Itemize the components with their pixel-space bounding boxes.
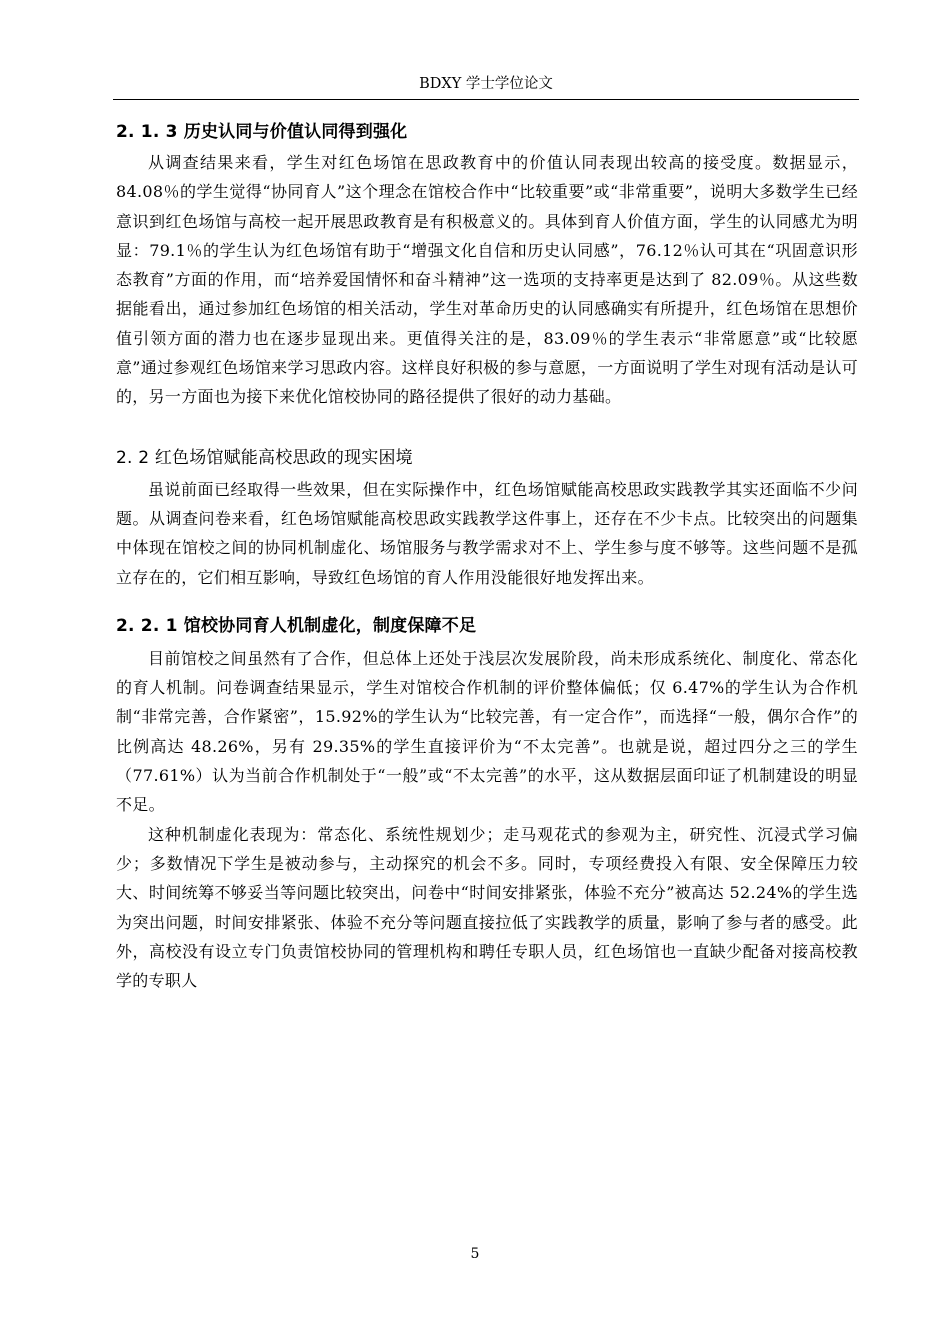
header-rule	[113, 99, 859, 100]
paragraph: 这种机制虚化表现为：常态化、系统性规划少；走马观花式的参观为主，研究性、沉浸式学习偏少；多数情况下学生是被动参与，主动探究的机会不多。同时，专项经费投入有限、安全保障压力较大、时间统筹不够妥当等问题比较突出，问卷中“时间安排紧张，体验不充分”被高达 52.24%的学生选为突出问题，时间安排紧张、体验不充分等问题直接拉低了实践教学的质量，影响了参与者的感受。此外，高校没有设立专门负责馆校协同的管理机构和聘任专职人员，红色场馆也一直缺少配备对接高校教学的专职人	[116, 824, 858, 991]
paragraph: 从调查结果来看，学生对红色场馆在思政教育中的价值认同表现出较高的接受度。数据显示，84.08％的学生觉得“协同育人”这个理念在馆校合作中“比较重要”或“非常重要”，说明大多数学生已经意识到红色场馆与高校一起开展思政教育是有积极意义的。具体到育人价值方面，学生的认同感尤为明显：79.1％的学生认为红色场馆有助于“增强文化自信和历史认同感”，76.12％认可其在“巩固意识形态教育”方面的作用，而“培养爱国情怀和奋斗精神”这一选项的支持率更是达到了 82.09％。从这些数据能看出，通过参加红色场馆的相关活动，学生对革命历史的认同感确实有所提升，红色场馆在思想价值引领方面的潜力也在逐步显现出来。更值得关注的是，83.09％的学生表示“非常愿意”或“比较愿意”通过参观红色场馆来学习思政内容。这样良好积极的参与意愿，一方面说明了学生对现有活动是认可的，另一方面也为接下来优化馆校协同的路径提供了很好的动力基础。	[116, 153, 858, 407]
paragraph: 虽说前面已经取得一些效果，但在实际操作中，红色场馆赋能高校思政实践教学其实还面临不少问题。从调查问卷来看，红色场馆赋能高校思政实践教学这件事上，还存在不少卡点。比较突出的问题集中体现在馆校之间的协同机制虚化、场馆服务与教学需求对不上、学生参与度不够等。这些问题不是孤立存在的，它们相互影响，导致红色场馆的育人作用没能很好地发挥出来。	[116, 479, 858, 587]
page-body	[116, 112, 858, 995]
page-number: 5	[470, 1246, 480, 1262]
paragraph: 目前馆校之间虽然有了合作，但总体上还处于浅层次发展阶段，尚未形成系统化、制度化、常态化的育人机制。问卷调查结果显示，学生对馆校合作机制的评价整体偏低；仅 6.47%的学生认为合作机制“非常完善，合作紧密”，15.92%的学生认为“比较完善，有一定合作”，而选择“一般，偶尔合作”的比例高达 48.26%，另有 29.35%的学生直接评价为“不太完善”。也就是说，超过四分之三的学生（77.61%）认为当前合作机制处于“一般”或“不太完善”的水平，这从数据层面印证了机制建设的明显不足。	[116, 648, 858, 815]
section-heading-2-2: 2. 2 红色场馆赋能高校思政的现实困境	[116, 447, 413, 468]
section-heading-2-1-3: 2. 1. 3 历史认同与价值认同得到强化	[116, 122, 408, 142]
page-header: BDXY 学士学位论文	[419, 76, 553, 92]
section-heading-2-2-1: 2. 2. 1 馆校协同育人机制虚化，制度保障不足	[116, 615, 477, 636]
